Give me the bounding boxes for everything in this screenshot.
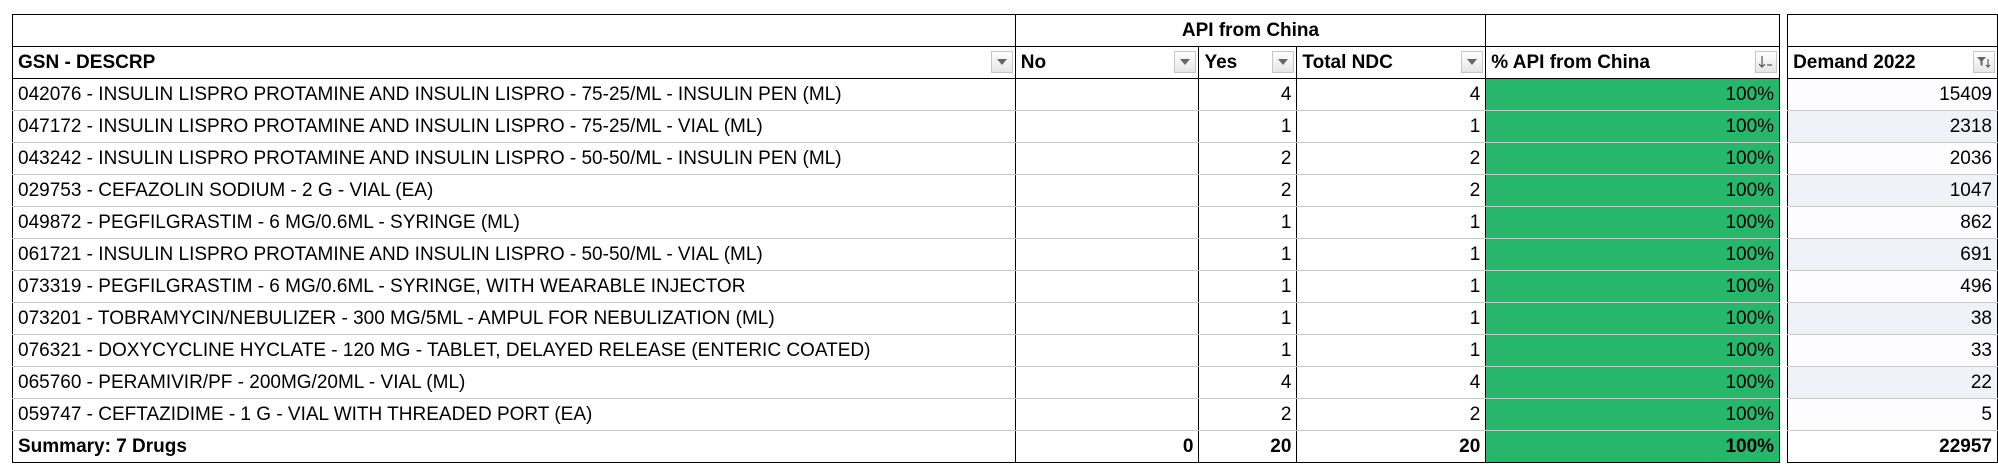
summary-no: 0 xyxy=(1015,431,1199,463)
column-header-label: Demand 2022 xyxy=(1793,51,1916,73)
table-body xyxy=(13,79,1998,431)
cell-desc[interactable]: 059747 - CEFTAZIDIME - 1 G - VIAL WITH THREADED PORT (EA) xyxy=(13,399,1016,431)
cell-total-ndc[interactable]: 1 xyxy=(1297,239,1486,271)
cell-no[interactable] xyxy=(1015,239,1199,271)
column-header-row xyxy=(13,47,1998,79)
cell-total-ndc[interactable]: 4 xyxy=(1297,79,1486,111)
cell-no[interactable] xyxy=(1015,111,1199,143)
group-header-pct-empty xyxy=(1486,15,1780,47)
column-header-label: No xyxy=(1020,51,1047,73)
cell-demand[interactable]: 15409 xyxy=(1788,79,1998,111)
cell-demand[interactable]: 5 xyxy=(1788,399,1998,431)
cell-pct-api[interactable]: 100% xyxy=(1486,143,1780,175)
cell-yes[interactable]: 1 xyxy=(1199,207,1297,239)
cell-total-ndc[interactable]: 1 xyxy=(1297,303,1486,335)
cell-desc[interactable]: 076321 - DOXYCYCLINE HYCLATE - 120 MG - TABLET, DELAYED RELEASE (ENTERIC COATED) xyxy=(13,335,1016,367)
summary-row xyxy=(13,431,1998,463)
cell-yes[interactable]: 1 xyxy=(1199,335,1297,367)
summary-pct: 100% xyxy=(1486,431,1780,463)
cell-desc[interactable]: 073201 - TOBRAMYCIN/NEBULIZER - 300 MG/5ML - AMPUL FOR NEBULIZATION (ML) xyxy=(13,303,1016,335)
cell-pct-api[interactable]: 100% xyxy=(1486,367,1780,399)
cell-no[interactable] xyxy=(1015,207,1199,239)
cell-yes[interactable]: 1 xyxy=(1199,303,1297,335)
cell-yes[interactable]: 2 xyxy=(1199,143,1297,175)
column-header-demand-2022[interactable] xyxy=(1788,47,1998,79)
dropdown-arrow-icon[interactable] xyxy=(991,51,1013,73)
cell-pct-api[interactable]: 100% xyxy=(1486,335,1780,367)
cell-yes[interactable]: 1 xyxy=(1199,271,1297,303)
cell-demand[interactable]: 22 xyxy=(1788,367,1998,399)
summary-yes: 20 xyxy=(1199,431,1297,463)
column-header-label: % API from China xyxy=(1491,51,1650,73)
cell-demand[interactable]: 496 xyxy=(1788,271,1998,303)
cell-yes[interactable]: 2 xyxy=(1199,175,1297,207)
table-row[interactable] xyxy=(13,271,1998,303)
cell-total-ndc[interactable]: 1 xyxy=(1297,271,1486,303)
filter-active-icon[interactable] xyxy=(1973,51,1995,73)
cell-total-ndc[interactable]: 2 xyxy=(1297,143,1486,175)
cell-pct-api[interactable]: 100% xyxy=(1486,239,1780,271)
cell-desc[interactable]: 061721 - INSULIN LISPRO PROTAMINE AND INSULIN LISPRO - 50-50/ML - VIAL (ML) xyxy=(13,239,1016,271)
cell-pct-api[interactable]: 100% xyxy=(1486,399,1780,431)
cell-no[interactable] xyxy=(1015,303,1199,335)
cell-demand[interactable]: 2318 xyxy=(1788,111,1998,143)
cell-desc[interactable]: 043242 - INSULIN LISPRO PROTAMINE AND INSULIN LISPRO - 50-50/ML - INSULIN PEN (ML) xyxy=(13,143,1016,175)
cell-total-ndc[interactable]: 2 xyxy=(1297,399,1486,431)
cell-pct-api[interactable]: 100% xyxy=(1486,79,1780,111)
table-row[interactable] xyxy=(13,111,1998,143)
table-row[interactable] xyxy=(13,367,1998,399)
cell-no[interactable] xyxy=(1015,399,1199,431)
cell-desc[interactable]: 047172 - INSULIN LISPRO PROTAMINE AND INSULIN LISPRO - 75-25/ML - VIAL (ML) xyxy=(13,111,1016,143)
summary-total: 20 xyxy=(1297,431,1486,463)
dropdown-arrow-icon[interactable] xyxy=(1272,51,1294,73)
dropdown-arrow-icon[interactable] xyxy=(1461,51,1483,73)
group-header-api-from-china: API from China xyxy=(1015,15,1486,47)
cell-total-ndc[interactable]: 1 xyxy=(1297,207,1486,239)
cell-no[interactable] xyxy=(1015,271,1199,303)
column-header-label: GSN - DESCRP xyxy=(18,51,156,73)
cell-yes[interactable]: 2 xyxy=(1199,399,1297,431)
cell-no[interactable] xyxy=(1015,175,1199,207)
group-header-row xyxy=(13,15,1998,47)
cell-no[interactable] xyxy=(1015,367,1199,399)
cell-no[interactable] xyxy=(1015,335,1199,367)
column-header-no[interactable] xyxy=(1015,47,1199,79)
cell-pct-api[interactable]: 100% xyxy=(1486,111,1780,143)
cell-pct-api[interactable]: 100% xyxy=(1486,271,1780,303)
cell-total-ndc[interactable]: 1 xyxy=(1297,111,1486,143)
summary-label: Summary: 7 Drugs xyxy=(13,431,1016,463)
column-header-label: Yes xyxy=(1204,51,1238,73)
cell-total-ndc[interactable]: 2 xyxy=(1297,175,1486,207)
column-header-desc[interactable] xyxy=(13,47,1016,79)
cell-yes[interactable]: 4 xyxy=(1199,79,1297,111)
cell-pct-api[interactable]: 100% xyxy=(1486,207,1780,239)
cell-total-ndc[interactable]: 4 xyxy=(1297,367,1486,399)
cell-desc[interactable]: 049872 - PEGFILGRASTIM - 6 MG/0.6ML - SYRINGE (ML) xyxy=(13,207,1016,239)
cell-pct-api[interactable]: 100% xyxy=(1486,175,1780,207)
sort-descending-icon[interactable] xyxy=(1755,51,1777,73)
cell-demand[interactable]: 33 xyxy=(1788,335,1998,367)
cell-no[interactable] xyxy=(1015,79,1199,111)
cell-desc[interactable]: 073319 - PEGFILGRASTIM - 6 MG/0.6ML - SYRINGE, WITH WEARABLE INJECTOR xyxy=(13,271,1016,303)
cell-demand[interactable]: 862 xyxy=(1788,207,1998,239)
pivot-table xyxy=(12,14,1998,463)
table-row[interactable] xyxy=(13,335,1998,367)
cell-total-ndc[interactable]: 1 xyxy=(1297,335,1486,367)
group-header-demand-empty xyxy=(1788,15,1998,47)
table-row[interactable] xyxy=(13,207,1998,239)
table-row[interactable] xyxy=(13,79,1998,111)
cell-no[interactable] xyxy=(1015,143,1199,175)
table-row[interactable] xyxy=(13,143,1998,175)
column-header-yes[interactable] xyxy=(1199,47,1297,79)
cell-demand[interactable]: 2036 xyxy=(1788,143,1998,175)
dropdown-arrow-icon[interactable] xyxy=(1174,51,1196,73)
cell-yes[interactable]: 1 xyxy=(1199,239,1297,271)
cell-desc[interactable]: 065760 - PERAMIVIR/PF - 200MG/20ML - VIAL (ML) xyxy=(13,367,1016,399)
cell-demand[interactable]: 38 xyxy=(1788,303,1998,335)
table-row[interactable] xyxy=(13,399,1998,431)
column-header-label: Total NDC xyxy=(1302,51,1393,73)
group-header-empty xyxy=(13,15,1016,47)
cell-yes[interactable]: 1 xyxy=(1199,111,1297,143)
cell-desc[interactable]: 042076 - INSULIN LISPRO PROTAMINE AND INSULIN LISPRO - 75-25/ML - INSULIN PEN (ML) xyxy=(13,79,1016,111)
cell-demand[interactable]: 691 xyxy=(1788,239,1998,271)
summary-demand: 22957 xyxy=(1788,431,1998,463)
table-row[interactable] xyxy=(13,175,1998,207)
column-header-total-ndc[interactable] xyxy=(1297,47,1486,79)
column-header-pct-api[interactable] xyxy=(1486,47,1780,79)
cell-yes[interactable]: 4 xyxy=(1199,367,1297,399)
cell-desc[interactable]: 029753 - CEFAZOLIN SODIUM - 2 G - VIAL (EA) xyxy=(13,175,1016,207)
table-row[interactable] xyxy=(13,239,1998,271)
cell-pct-api[interactable]: 100% xyxy=(1486,303,1780,335)
cell-demand[interactable]: 1047 xyxy=(1788,175,1998,207)
table-row[interactable] xyxy=(13,303,1998,335)
